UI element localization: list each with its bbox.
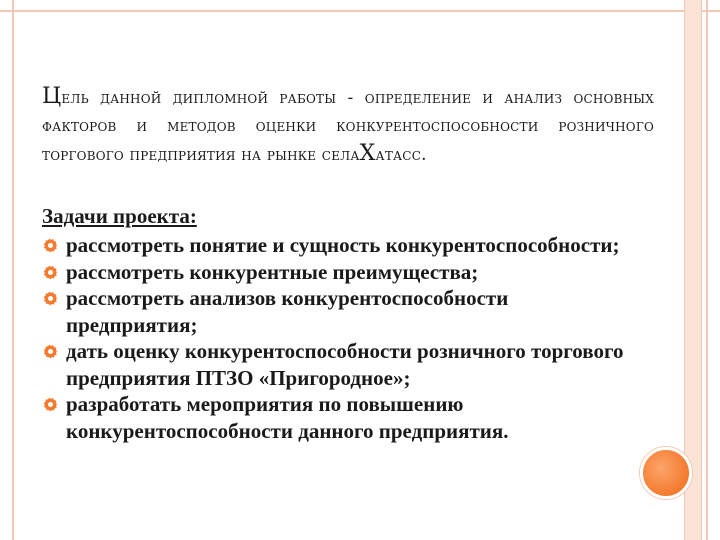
task-text: дать оценку конкурентоспособности розничного торгового предприятия ПТЗО «Пригородное»; xyxy=(66,339,624,390)
intro-first-letter: Ц xyxy=(42,84,62,109)
intro-place-rest: атасс xyxy=(375,145,422,165)
task-item xyxy=(42,232,642,259)
task-item xyxy=(42,285,642,338)
task-text: рассмотреть конкурентные преимущества; xyxy=(66,259,479,284)
task-text: рассмотреть анализов конкурентоспособности предприятия; xyxy=(66,286,509,337)
decorative-circle xyxy=(640,447,692,499)
gear-bullet-icon xyxy=(42,343,59,360)
frame-top-line xyxy=(0,10,720,12)
task-text: разработать мероприятия по повышению конкурентоспособности данного предприятия. xyxy=(66,392,509,443)
task-list xyxy=(42,232,642,444)
intro-paragraph xyxy=(42,83,654,169)
gear-bullet-icon xyxy=(42,264,59,281)
intro-place-first-letter: Х xyxy=(359,141,376,166)
frame-left-line xyxy=(12,0,14,540)
tasks-title: Задачи проекта: xyxy=(42,204,197,228)
task-item xyxy=(42,259,642,286)
frame-right-line xyxy=(706,0,708,540)
intro-end: . xyxy=(421,145,427,165)
gear-bullet-icon xyxy=(42,237,59,254)
task-item xyxy=(42,391,642,444)
task-item xyxy=(42,338,642,391)
intro-text: ель данной дипломной работы - определение и анализ основных факторов и методов оценки конкурентоспособности розничного торгового предприятия на рынке села xyxy=(42,88,654,165)
gear-bullet-icon xyxy=(42,396,59,413)
gear-bullet-icon xyxy=(42,290,59,307)
task-text: рассмотреть понятие и сущность конкурентоспособности; xyxy=(66,233,620,257)
